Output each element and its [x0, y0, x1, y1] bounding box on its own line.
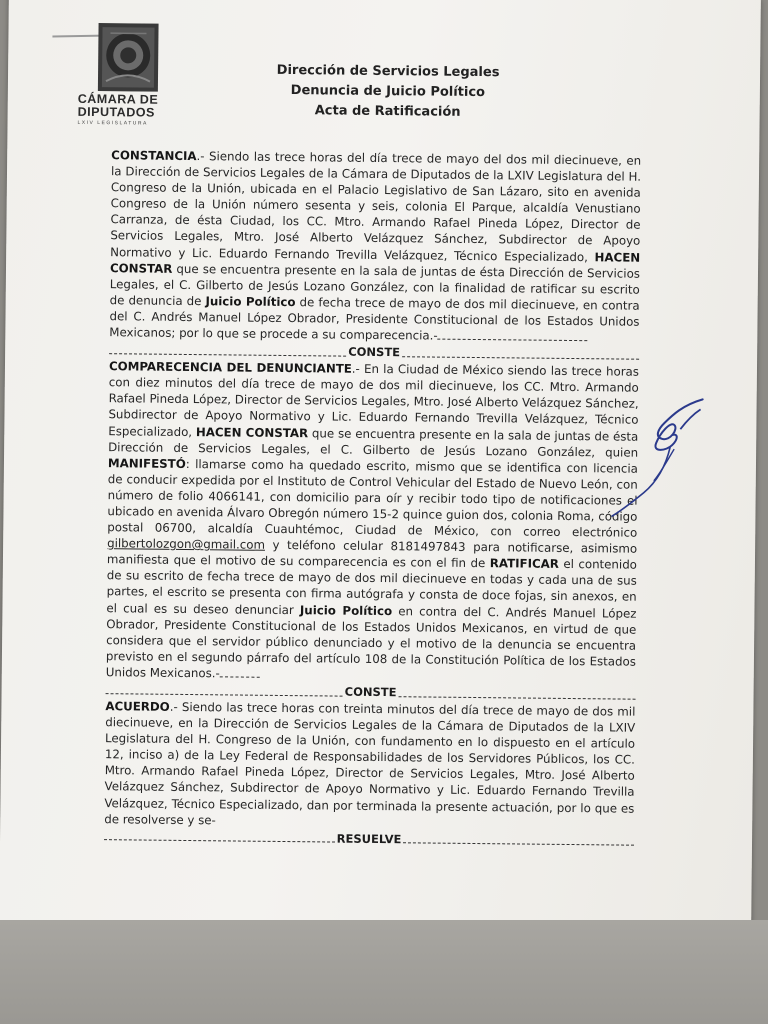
filler-dashes	[220, 676, 260, 677]
chamber-seal-emblem	[96, 21, 161, 94]
header-denuncia: Denuncia de Juicio Político	[290, 83, 486, 101]
constancia-label: CONSTANCIA	[111, 148, 197, 164]
document-header	[238, 60, 539, 123]
header-direccion: Dirección de Servicios Legales	[276, 62, 500, 81]
logo-line-diputados: DIPUTADOS	[77, 104, 155, 120]
logo-line-legislatura: LXIV LEGISLATURA	[77, 119, 148, 127]
constancia-paragraph	[109, 147, 641, 346]
comparecencia-label: COMPARECENCIA DEL DENUNCIANTE	[108, 359, 352, 376]
constancia-hacen-constar: HACEN CONSTAR	[109, 249, 641, 276]
resuelve-label: RESUELVE	[336, 831, 402, 846]
comparecencia-text-4: y teléfono celular 8181497843 para notificarse, asimismo manifiesta que el motivo de su comparecencia es con el fin de	[106, 537, 638, 571]
acuerdo-paragraph	[104, 698, 635, 832]
comparecencia-text-1: .- En la Ciudad de México siendo las trece horas con diez minutos del día trece de mayo de dos mil diecinueve, los CC. Mtro. Armando Rafael Pineda López, Director de Servicios Legales, Mtro. José Alberto Velázquez Sánchez, Subdirector de Apoyo Normativo y Lic. Eduardo Fernando Trevilla Velázquez, Técnico Especializado,	[108, 361, 640, 439]
header-acta: Acta de Ratificación	[314, 103, 461, 120]
logo-line-camara: CÁMARA DE	[77, 91, 159, 107]
constancia-text-3: de fecha trece de mayo de dos mil diecinueve, en contra del C. Andrés Manuel López Obrador, Presidente Constitucional de los Estados Unidos Mexicanos; por lo que se procede a su comparecencia.-	[109, 294, 640, 343]
constancia-text-2: que se encuentra presente en la sala de juntas de ésta Dirección de Servicios Legales, el C. Gilberto de Jesús Lozano González, con la finalidad de ratificar su escrito de denuncia de	[109, 261, 641, 309]
background-surface	[0, 920, 768, 1024]
comparecencia-hacen-constar: HACEN CONSTAR	[195, 424, 309, 440]
comparecencia-juicio-politico: Juicio Político	[299, 602, 393, 618]
comparecencia-text-6: en contra del C. Andrés Manuel López Obrador, Presidente Constitucional de los Estados Unidos Mexicanos, en virtud de que considera que el servidor público denunciado y el motivo de la denuncia se encuentra previsto en el segundo párrafo del artículo 108 de la Constitución Política de los Estados Unidos Mexicanos.-	[105, 603, 637, 681]
comparecencia-ratificar: RATIFICAR	[489, 556, 559, 572]
handwritten-signature	[581, 384, 723, 535]
filler-dashes	[438, 339, 588, 342]
comparecencia-text-3: : llamarse como ha quedado escrito, mismo que se identifica con licencia de conducir expedida por el Instituto de Control Vehicular del Estado de Nuevo León, con número de folio 4066141, con domicilio para oír y recibir todo tipo de notificaciones el ubicado en avenida Álvaro Obregón número 15-2 quince guion dos, colonia Roma, código postal 06700, alcaldía Cuauhtémoc, Ciudad de México, con correo electrónico	[107, 456, 639, 540]
conste-label-1: CONSTE	[348, 344, 401, 360]
comparecencia-paragraph	[106, 358, 639, 685]
acuerdo-text-1: .- Siendo las trece horas con treinta minutos del día trece de mayo de dos mil diecinueve, en la Dirección de Servicios Legales de la Cámara de Diputados de la LXIV Legislatura del H. Congreso de la Unión, con fundamento en lo dispuesto en el artículo 12, inciso a) de la Ley Federal de Responsabilidades de los Servidores Públicos, los CC. Mtro. Armando Rafael Pineda López, Director de Servicios Legales, Mtro. José Alberto Velázquez Sánchez, Subdirector de Apoyo Normativo y Lic. Eduardo Fernando Trevilla Velázquez, Técnico Especializado, dan por terminada la presente actuación, por lo que es de resolverse y se-	[104, 699, 636, 827]
constancia-text-1: .- Siendo las trece horas del día trece de mayo del dos mil diecinueve, en la Dirección de Servicios Legales de la Cámara de Diputados de la LXIV Legislatura del H. Congreso de la Unión, ubicada en el Palacio Legislativo de San Lázaro, sito en avenida Congreso de la Unión número sesenta y seis, colonia El Parque, alcaldía Venustiano Carranza, de ésta Ciudad, los CC. Mtro. Armando Rafael Pineda López, Director de Servicios Legales, Mtro. José Alberto Velázquez Sánchez, Subdirector de Apoyo Normativo y Lic. Eduardo Fernando Trevilla Velázquez, Técnico Especializado,	[110, 149, 642, 264]
document-body	[104, 147, 641, 850]
email-address: gilbertolozgon@gmail.com	[107, 536, 266, 552]
acuerdo-label: ACUERDO	[105, 699, 170, 714]
constancia-juicio-politico: Juicio Político	[205, 294, 296, 309]
conste-label-2: CONSTE	[344, 684, 397, 700]
comparecencia-text-5: el contenido de su escrito de fecha trece de mayo de dos mil diecinueve en todas y cada una de sus partes, el escrito se presenta con firma autógrafa y consta de doce fojas, sin anexos, en el cual es su deseo denunciar	[106, 557, 638, 617]
comparecencia-text-2: que se encuentra presente en la sala de juntas de ésta Dirección de Servicios Legales, el C. Gilberto de Jesús Lozano González, quien	[108, 425, 639, 460]
comparecencia-manifesto: MANIFESTÓ	[107, 455, 186, 471]
chamber-logo	[78, 21, 179, 127]
